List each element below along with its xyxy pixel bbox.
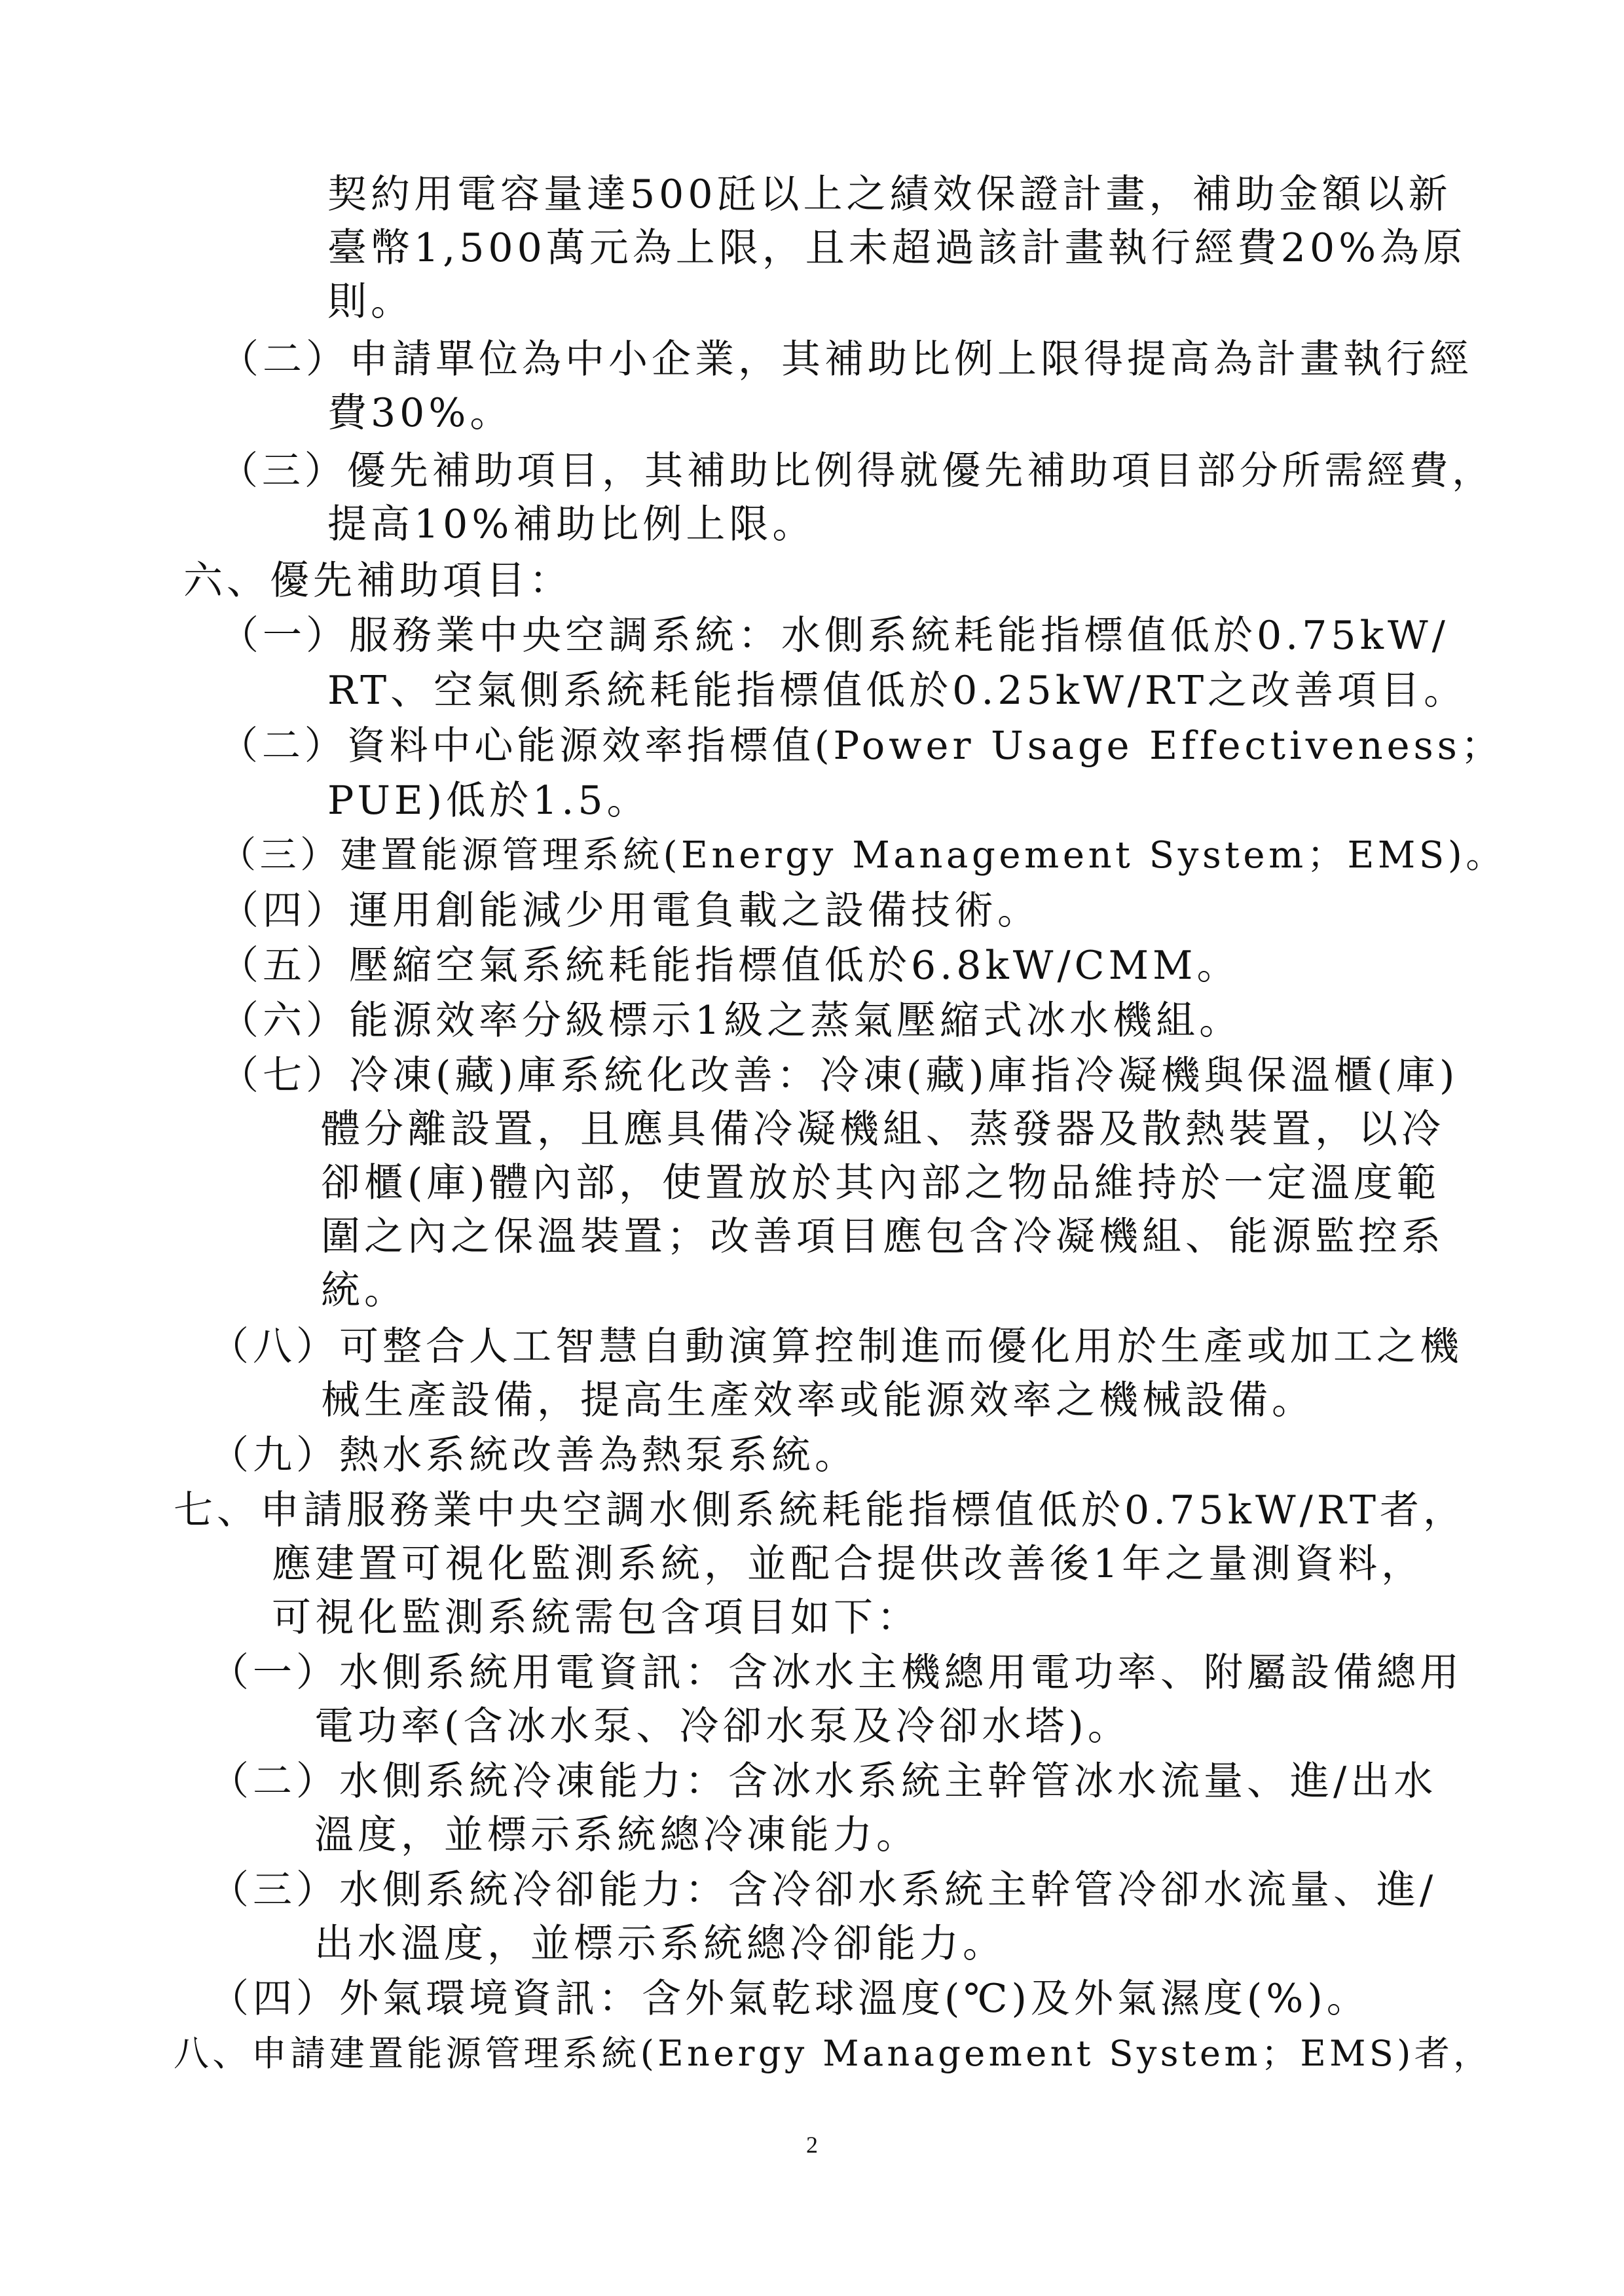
text-line: （六）能源效率分級標示1級之蒸氣壓縮式冰水機組。 [219,998,1243,1044]
text-line: （一）水側系統用電資訊：含冰水主機總用電功率、附屬設備總用 [210,1650,1463,1696]
text-line: （四）外氣環境資訊：含外氣乾球溫度(℃)及外氣濕度(%)。 [210,1976,1370,2022]
text-line: 應建置可視化監測系統，並配合提供改善後1年之量測資料， [272,1541,1425,1587]
text-line: （二）水側系統冷凍能力：含冰水系統主幹管冰水流量、進/出水 [210,1758,1437,1804]
text-line: PUE)低於1.5。 [327,778,650,824]
text-line: 則。 [327,279,414,325]
text-line: 體分離設置，且應具備冷凝機組、蒸發器及散熱裝置，以冷 [321,1106,1445,1152]
text-line: 契約用電容量達500瓩以上之績效保證計畫，補助金額以新 [327,172,1452,217]
section-heading: 六、優先補助項目： [183,558,572,604]
text-line: 統。 [321,1267,407,1313]
text-line: （九）熱水系統改善為熱泵系統。 [210,1432,858,1478]
text-line: （二）資料中心能源效率指標值(Power Usage Effectiveness； [219,723,1504,768]
text-line: （三）建置能源管理系統(Energy Management System；EMS)。 [219,834,1506,877]
text-line: （三）優先補助項目，其補助比例得就優先補助項目部分所需經費， [219,448,1495,493]
text-line: 圍之內之保溫裝置；改善項目應包含冷凝機組、能源監控系 [321,1214,1445,1260]
section-heading: 七、申請服務業中央空調水側系統耗能指標值低於0.75kW/RT者， [174,1487,1466,1533]
text-line: 溫度，並標示系統總冷凍能力。 [314,1812,919,1858]
text-line: 電功率(含冰水泵、冷卻水泵及冷卻水塔)。 [314,1704,1131,1749]
text-line: （三）水側系統冷卻能力：含冷卻水系統主幹管冷卻水流量、進/ [210,1867,1437,1913]
page-number: 2 [806,2132,818,2158]
text-line: （四）運用創能減少用電負載之設備技術。 [219,888,1041,934]
text-line: （八）可整合人工智慧自動演算控制進而優化用於生產或加工之機 [210,1324,1463,1370]
text-line: （一）服務業中央空調系統：水側系統耗能指標值低於0.75kW/ [219,613,1449,659]
text-line: （五）壓縮空氣系統耗能指標值低於6.8kW/CMM。 [219,943,1240,989]
text-line: 提高10%補助比例上限。 [327,501,816,547]
text-line: 費30%。 [327,390,513,436]
text-line: 出水溫度，並標示系統總冷卻能力。 [314,1921,1006,1967]
text-line: RT、空氣側系統耗能指標值低於0.25kW/RT之改善項目。 [327,668,1467,714]
section-heading: 八、申請建置能源管理系統(Energy Management System；EMS)者， [174,2033,1492,2074]
text-line: 可視化監測系統需包含項目如下： [272,1595,920,1641]
text-line: 卻櫃(庫)體內部，使置放於其內部之物品維持於一定溫度範 [321,1160,1440,1206]
text-line: （七）冷凍(藏)庫系統化改善：冷凍(藏)庫指冷凝機與保溫櫃(庫) [219,1053,1459,1099]
text-line: 臺幣1,500萬元為上限，且未超過該計畫執行經費20%為原 [327,225,1467,271]
text-line: （二）申請單位為中小企業，其補助比例上限得提高為計畫執行經 [219,337,1473,382]
text-line: 械生產設備，提高生產效率或能源效率之機械設備。 [321,1377,1315,1423]
